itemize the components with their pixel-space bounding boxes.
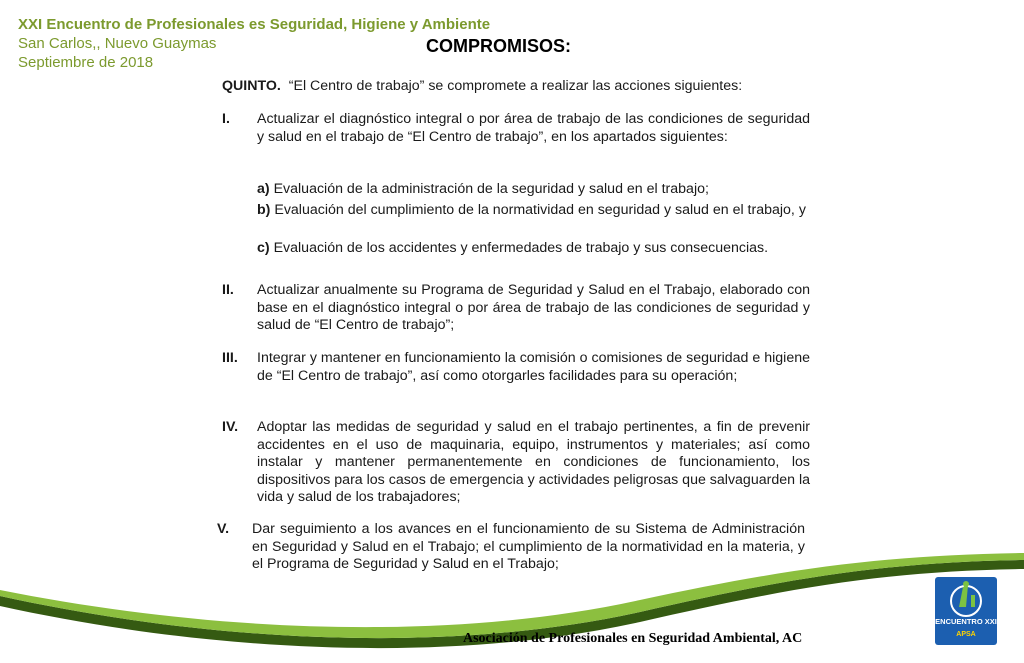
item-text: Adoptar las medidas de seguridad y salud en el trabajo pertinentes, a fin de prevenir accidentes en el uso de maquinaria, equipo, instrumentos y materiales; así como instalar y mantener permanentemente en condiciones de funcionamiento, los dispositivos para los casos de emergencia y actividades peligrosas que salvaguarden la vida y salud de los trabajadores;	[257, 419, 810, 505]
page-title: COMPROMISOS:	[426, 36, 572, 56]
intro-text: “El Centro de trabajo” se compromete a realizar las acciones siguientes:	[288, 78, 743, 94]
subitem-letter: c)	[257, 240, 270, 256]
item-text: Integrar y mantener en funcionamiento la comisión o comisiones de seguridad e higiene de “El Centro de trabajo”, así como otorgarles facilidades para su operación;	[257, 350, 810, 384]
item-number: III.	[222, 350, 238, 366]
item-number: V.	[217, 521, 230, 537]
logo-text: ENCUENTRO XXI	[935, 617, 997, 626]
event-title: XXI Encuentro de Profesionales es Seguridad, Higiene y Ambiente	[18, 16, 491, 33]
item-text: Actualizar el diagnóstico integral o por área de trabajo de las condiciones de seguridad y salud en el trabajo de “El Centro de trabajo”, en los apartados siguientes:	[257, 111, 810, 145]
item-number: I.	[222, 111, 230, 127]
footer-org-name: Asociación de Profesionales en Seguridad Ambiental, AC	[463, 631, 803, 646]
item-number: II.	[222, 282, 234, 298]
intro-label: QUINTO.	[222, 78, 281, 94]
encuentro-logo	[935, 577, 997, 645]
event-date: Septiembre de 2018	[18, 54, 154, 71]
logo-graphic-icon	[935, 577, 997, 617]
logo-subtext: APSA	[956, 631, 976, 638]
subitem-text: Evaluación del cumplimiento de la normatividad en seguridad y salud en el trabajo, y	[274, 202, 806, 218]
item-text: Dar seguimiento a los avances en el funcionamiento de su Sistema de Administración en Seguridad y Salud en el Trabajo; el cumplimiento de la normatividad en la materia, y el Programa de Seguridad y Salud en el Trabajo;	[252, 521, 805, 572]
subitem-letter: a)	[257, 181, 270, 197]
item-text: Actualizar anualmente su Programa de Seguridad y Salud en el Trabajo, elaborado con base en el diagnóstico integral o por área de trabajo de las condiciones de seguridad y salud de “El Centro de trabajo”;	[257, 282, 810, 333]
item-number: IV.	[222, 419, 239, 435]
subitem-text: Evaluación de la administración de la seguridad y salud en el trabajo;	[273, 181, 709, 197]
subitem-text: Evaluación de los accidentes y enfermedades de trabajo y sus consecuencias.	[273, 240, 769, 256]
event-location: San Carlos,, Nuevo Guaymas	[18, 35, 217, 52]
subitem-letter: b)	[257, 202, 271, 218]
